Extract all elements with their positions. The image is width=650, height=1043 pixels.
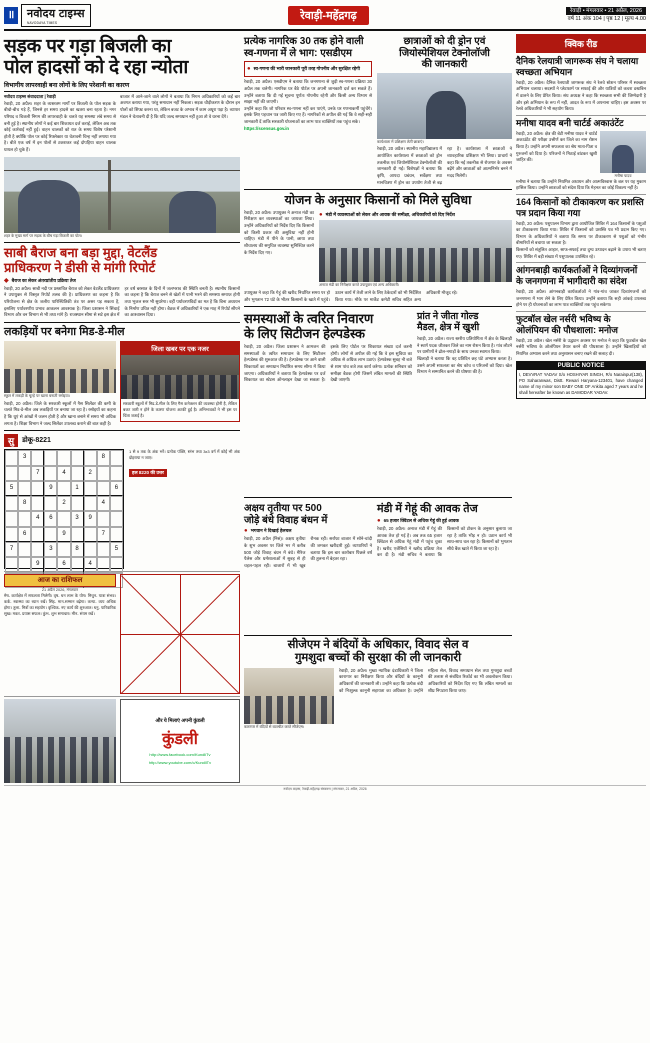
lead-deck: विभागीय लापरवाही बना लोगों के लिए परेशानी का कारण xyxy=(4,80,240,92)
sudoku-cell[interactable]: 9 xyxy=(31,557,44,572)
sudoku-cell[interactable] xyxy=(44,450,57,465)
sudoku-cell[interactable] xyxy=(31,527,44,542)
sudoku-cell[interactable]: 9 xyxy=(84,511,97,526)
bullet-icon: ● xyxy=(319,211,323,218)
midday-text: रेवाड़ी, 20 अप्रैल। जिले के सरकारी स्कूलों में गैस सिलेंडर की कमी के चलते मिड-डे-मील अब लकड़ियों पर बनाया जा रहा है। रसोइयों का कहना है कि धुएं से आंखों में जलन होती है और खाना बनाने में समय भी अधिक लगता है। शिक्षा विभाग ने जल्द सिलेंडर उपलब्ध कराने की बात कही है। xyxy=(4,400,116,426)
photo-figures xyxy=(319,248,512,282)
lead-byline: नवोदय टाइम्स संवाददाता | रेवाड़ी xyxy=(4,93,56,99)
sudoku-cell[interactable] xyxy=(5,527,18,542)
cjm-headline xyxy=(244,639,512,665)
sudoku-cell[interactable] xyxy=(71,450,84,465)
sudoku-cell[interactable]: 6 xyxy=(18,527,31,542)
sudoku-cell[interactable] xyxy=(71,527,84,542)
divider xyxy=(244,306,512,307)
district-sidebar-photo xyxy=(121,355,239,399)
gold-text2: खिलाड़ी ने बताया कि वह प्रतिदिन छह घंटे अभ्यास करता है। उसने अपनी सफलता का श्रेय कोच व परिजनों को दिया। खेल विभाग ने सम्मानित करने की घोषणा की है। xyxy=(417,355,512,375)
sudoku-cell[interactable] xyxy=(57,481,70,496)
mandi-text-1: रेवाड़ी, 20 अप्रैल। अनाज मंडी में गेहूं की आवक तेज हो गई है। अब तक 65 हजार क्विंटल से अधिक गेहूं मंडी में पहुंच चुका है। खरीद एजेंसियों ने खरीद प्रक्रिया तेज कर दी है। xyxy=(377,525,442,558)
drone-text-1: रेवाड़ी, 20 अप्रैल। स्थानीय महाविद्यालय में आयोजित कार्यशाला में छात्राओं को ड्रोन तकनीक एवं जियोस्पेशियल टेक्नोलॉजी की जानकारी दी गई। विशेषज्ञों ने बताया कि कृषि, आपदा प्रबंधन, सर्वेक्षण तथा मानचित्रण में ड्रोन का उपयोग तेजी से बढ़ रहा है। xyxy=(377,146,461,185)
wire-line xyxy=(4,170,240,171)
item2-photo xyxy=(600,131,646,173)
item2-text2: मनीषा ने बताया कि उन्होंने नियमित अध्ययन और आत्मविश्वास के बल पर यह मुकाम हासिल किया। उन्होंने छात्राओं को संदेश दिया कि मेहनत का कोई विकल्प नहीं है। xyxy=(516,178,646,191)
logo-text: नवोदय टाइम्स xyxy=(27,7,85,20)
sudoku-cell[interactable] xyxy=(97,466,110,481)
item3-text: रेवाड़ी, 20 अप्रैल। पशुपालन विभाग द्वारा आयोजित शिविर में 164 किसानों के पशुओं का टीकाकरण किया गया। शिविर में किसानों को प्रशस्ति पत्र भी प्रदान किए गए। विभाग के अधिकारियों ने बताया कि समय पर टीकाकरण से पशुओं को गंभीर बीमारियों से बचाया जा सकता है। xyxy=(516,220,646,246)
column-right xyxy=(516,34,646,783)
place-label: रेवाड़ी xyxy=(570,7,582,14)
sudoku-cell[interactable] xyxy=(71,557,84,572)
item3-headline: 164 किसानों को टीकाकरण कर प्रशस्ति पत्र प्रदान किया गया xyxy=(516,196,644,218)
ad-brand: कुंडली xyxy=(162,730,198,748)
citizen-bullet xyxy=(247,66,369,72)
person-figure xyxy=(18,180,79,233)
divider xyxy=(516,194,646,195)
item5-headline: फुटबॉल खेल नर्सरी भविष्य के ओलंपियन की पौधशाला: मनोज xyxy=(516,314,618,335)
sudoku-cell[interactable]: 7 xyxy=(97,527,110,542)
farmers-bullet xyxy=(319,212,512,218)
farmers-text2: उपायुक्त ने कहा कि गेहूं की खरीद निर्धारित समय पर हो और भुगतान 72 घंटे के भीतर किसानों के खाते में पहुंचे। उठान कार्य में तेजी लाने के लिए ठेकेदारों को भी निर्देशित किया गया। मौके पर मार्केट कमेटी सचिव सहित अन्य अधिकारी मौजूद रहे। xyxy=(244,289,458,302)
vivah-headline xyxy=(244,503,372,526)
sudoku-cell[interactable] xyxy=(5,450,18,465)
person-figure xyxy=(169,191,216,233)
gold-headline-line2: मैडल, क्षेत्र में खुशी xyxy=(417,322,480,334)
sudoku-cell[interactable]: 9 xyxy=(57,527,70,542)
sudoku-cell[interactable]: 4 xyxy=(84,557,97,572)
advert-block[interactable] xyxy=(4,699,240,783)
drone-text xyxy=(377,146,512,186)
bullet-icon: ◆ xyxy=(4,277,9,284)
cjm-headline-line1: सीजेएम ने बंदियों के अधिकार, विवाद सेल व xyxy=(287,639,469,652)
sudoku-cell[interactable] xyxy=(31,481,44,496)
date-line: रेवाड़ी • मंगलवार • 21 अप्रैल, 2026 xyxy=(566,7,646,15)
item2-text: रेवाड़ी, 20 अप्रैल। क्षेत्र की बेटी मनीषा यादव ने चार्टर्ड अकाउंटेंट की परीक्षा उत्तीर्ण कर जिले का नाम रोशन किया है। उन्होंने अपनी सफलता का श्रेय माता-पिता व गुरुजनों को दिया है। परिजनों ने मिठाई बांटकर खुशी जाहिर की। xyxy=(516,130,597,163)
ad-tagline: और ये मिलाएं अपनी कुंडली xyxy=(155,717,205,724)
sudoku-cell[interactable]: 4 xyxy=(97,496,110,511)
citizen-headline-line2: स्व-गणना में ले भाग: एसडीएम xyxy=(244,47,352,59)
saabi-kicker-text: बैराज का लेकर अंतरप्रांतीय प्रक्रिया तेज xyxy=(11,277,76,283)
sudoku-cell[interactable] xyxy=(5,466,18,481)
sudoku-cell[interactable] xyxy=(110,466,123,481)
saabi-text-1: रेवाड़ी, 20 अप्रैल। साबी नदी पर प्रस्तावित बैराज को लेकर वेटलैंड प्राधिकरण ने उपायुक्त से विस्तृत रिपोर्ट तलब की है। प्राधिकरण का कहना है कि परियोजना से क्षेत्र के जलीय पारिस्थितिकी तंत्र पर असर पड़ सकता है, इसलिए पर्यावरणीय प्रभाव आकलन आवश्यक है। जिला प्रशासन ने सिंचाई विभाग और वन विभाग से भी तथ्य मांगे हैं। xyxy=(4,285,120,318)
horoscope-block xyxy=(4,574,240,694)
sudoku-cell[interactable] xyxy=(97,557,110,572)
saabi-kicker xyxy=(4,278,240,284)
sudoku-cell[interactable] xyxy=(31,542,44,557)
sudoku-cell[interactable] xyxy=(44,496,57,511)
sudoku-cell[interactable] xyxy=(110,496,123,511)
column-left xyxy=(4,34,240,783)
lead-text: रेवाड़ी, 20 अप्रैल। शहर के व्यस्ततम मार्गों पर बिजली के पोल सड़क के बीचो-बीच गड़े हैं, जिनसे हर समय हादसे का खतरा बना रहता है। नगर परिषद व बिजली निगम की लापरवाही के चलते यह समस्या लंबे समय से बनी हुई है। स्थानीय लोगों ने कई बार शिकायत दर्ज कराई, लेकिन अब तक कोई कार्रवाई नहीं हुई। वाहन चालकों को रात के समय विशेष परेशानी होती है क्योंकि पोल पर कोई रिफ्लेक्टर या चेतावनी चिन्ह नहीं लगाया गया है। बीते एक वर्ष में इन पोलों से टकराकर कई दोपहिया वाहन चालक घायल हो चुके हैं। xyxy=(4,100,116,153)
lead-text2: बाजार में आने-जाने वाले लोगों ने बताया कि निगम अधिकारियों को कई बार अवगत कराया गया, परंतु समाधान नहीं निकला। सड़क चौड़ीकरण के दौरान इन पोलों को शिफ्ट करना था, लेकिन बजट के अभाव में काम अधूरा पड़ा है। व्यापार मंडल ने चेतावनी दी है कि यदि जल्द समाधान नहीं हुआ तो वे धरना देंगे। xyxy=(120,93,240,119)
drone-caption: कार्यशाला में प्रशिक्षण लेतीं छात्राएं। xyxy=(377,139,424,144)
sudoku-cell[interactable]: 3 xyxy=(44,542,57,557)
mandi-text-2: मंडी सचिव ने बताया कि किसानों को टोकन के अनुसार बुलाया जा रहा है ताकि भीड़ न हो। उठान कार्य भी साथ-साथ चल रहा है। किसानों को भुगतान सीधे बैंक खाते में किया जा रहा है। xyxy=(398,525,512,558)
midday-headline: लकड़ियों पर बनेगा मिड-डे-मील xyxy=(4,326,125,339)
date-label: 21 अप्रैल, 2026 xyxy=(608,7,642,14)
sudoku-cell[interactable] xyxy=(110,450,123,465)
mandi-bullet xyxy=(377,518,512,524)
sudoku-cell[interactable] xyxy=(44,466,57,481)
page-columns xyxy=(4,34,646,783)
sudoku-cell[interactable]: 6 xyxy=(110,481,123,496)
kundli-line xyxy=(180,575,181,693)
column-center xyxy=(244,34,512,783)
mandi-text xyxy=(377,526,512,622)
sudoku-cell[interactable] xyxy=(44,557,57,572)
vivah-headline-line1: अक्षय तृतीया पर 500 xyxy=(244,503,322,515)
divider xyxy=(4,696,240,697)
horoscope-text: मेष- कार्यक्षेत्र में सफलता मिलेगी। वृष- धन लाभ के योग। मिथुन- यात्रा संभव। कर्क- स्वास्थ्य का ध्यान रखें। सिंह- मान-सम्मान बढ़ेगा। कन्या- व्यय अधिक होगा। तुला- मित्रों का सहयोग। वृश्चिक- नए कार्य की शुरुआत। धनु- पारिवारिक सुख। मकर- प्रयास सफल। कुंभ- शुभ समाचार। मीन- संयम रखें। xyxy=(4,593,116,617)
logo-subtext: NAVODAYA TIMES xyxy=(27,20,58,25)
sudoku-cell[interactable] xyxy=(110,527,123,542)
sudoku-cell[interactable] xyxy=(31,450,44,465)
vivah-bullet-text: भगवान ने दिखाई हेलचल xyxy=(250,528,292,534)
farmers-photo xyxy=(319,220,512,282)
sudoku-header xyxy=(4,434,240,447)
farmers-headline: योजन के अनुसार किसानों को मिले सुविधा xyxy=(284,193,472,208)
farmers-bullet-text: मंडी में व्यवस्थाओं को लेकर और आवक की समीक्षा, अधिकारियों को दिए निर्देश xyxy=(325,211,455,217)
item5-text: रेवाड़ी, 20 अप्रैल। खेल नर्सरी के उद्घाटन अवसर पर मनोज ने कहा कि फुटबॉल खेल नर्सरी भविष्य के ओलंपियन तैयार करने की पौधशाला है। उन्होंने खिलाड़ियों को नियमित अभ्यास करने तथा अनुशासन बनाए रखने की सलाह दी। xyxy=(516,337,646,356)
citizen-bullet-box xyxy=(244,61,372,77)
item4-headline: आंगनबाड़ी कार्यकर्ताओं ने दिव्यांगजनों के जनगणना में भागीदारी का संदेश xyxy=(516,265,638,287)
sudoku-cell[interactable] xyxy=(97,481,110,496)
kundli-chart xyxy=(120,574,240,694)
citizen-portal-url[interactable]: https://scensus.gov.in xyxy=(244,125,290,131)
quick-read-title: क्विक रीड xyxy=(516,34,646,53)
mandi-bullet-text: 65 हजार क्विंटल से अधिक गेहूं की हुई आवक xyxy=(383,517,459,523)
india-flag-icon: ॥ xyxy=(4,7,18,24)
sudoku-cell[interactable] xyxy=(110,511,123,526)
sudoku-note: 1 से 9 तक के अंक भरें। प्रत्येक पंक्ति, स्तंभ तथा 3x3 वर्ग में कोई भी अंक दोहराया न जाए। xyxy=(129,449,240,461)
helpdesk-headline-line1: समस्याओं के त्वरित निवारण xyxy=(244,311,374,327)
bullet-icon: ● xyxy=(244,528,248,535)
citizen-text: रेवाड़ी, 20 अप्रैल। एसडीएम ने बताया कि जनगणना से जुड़ी स्व-गणना प्रक्रिया 30 अप्रैल तक चलेगी। नागरिक घर बैठे पोर्टल पर अपनी जानकारी दर्ज कर सकते हैं। उन्होंने बताया कि दी गई सूचना पूर्णतः गोपनीय रहेगी और किसी अन्य विभाग से साझा नहीं की जाएगी। xyxy=(244,79,372,105)
vivah-headline-line2: जोड़े बंधे विवाह बंधन में xyxy=(244,514,328,526)
sudoku-cell[interactable]: 5 xyxy=(5,481,18,496)
sudoku-cell[interactable]: 3 xyxy=(71,511,84,526)
lead-photo xyxy=(4,157,240,233)
divider xyxy=(244,189,512,190)
drone-headline xyxy=(377,36,512,71)
sudoku-cell[interactable] xyxy=(84,527,97,542)
lead-headline-line1: सड़क पर गड़ा बिजली का xyxy=(4,36,172,57)
sudoku-cell[interactable]: 4 xyxy=(31,511,44,526)
vivah-text xyxy=(244,536,372,632)
public-notice-text: I, DEVVRAT YADAV S/o HOSHIYAR SINGH, R/o Narainpur(138), PO Saharanwas, Distt. Rewari Haryana-123401, have changed name of my minor son BABY ONE OF Ankita aged 7 years and he shall hereafter be known as DAMODAR YADAV. xyxy=(519,371,643,395)
sudoku-cell[interactable] xyxy=(84,450,97,465)
divider xyxy=(516,262,646,263)
sudoku-cell[interactable]: 4 xyxy=(57,466,70,481)
public-notice xyxy=(516,361,646,399)
saabi-text-2: राजस्थान सीमा से सटे इस क्षेत्र में हर वर्ष बरसात के दिनों में जलभराव की स्थिति बनती है। स्थानीय किसानों का कहना है कि बैराज बनने से खेतों में पानी भरने की समस्या समाप्त होगी तथा भूजल स्तर भी सुधरेगा। वहीं पर्यावरणविदों का मत है कि बिना अध्ययन के निर्माण उचित नहीं होगा। बैठक में अधिकारियों ने एक माह में रिपोर्ट सौंपने का आश्वासन दिया। xyxy=(69,285,240,318)
sudoku-cell[interactable] xyxy=(18,557,31,572)
divider xyxy=(244,635,512,636)
sudoku-cell[interactable] xyxy=(5,496,18,511)
divider xyxy=(516,311,646,312)
cjm-caption: कारागार में बंदियों से बातचीत करते सीजेएम। xyxy=(244,724,305,729)
cjm-text-2: उन्होंने महिला सेल, विवाद समाधान सेल तथा गुमशुदा बच्चों की तलाश से संबंधित रिकॉर्ड का भी अवलोकन किया। अधिकारियों को निर्देश दिए गए कि लंबित मामलों का शीघ्र निपटारा किया जाए। xyxy=(413,667,512,693)
bullet-icon: ● xyxy=(377,517,381,524)
divider xyxy=(4,242,240,243)
bullet-icon: ● xyxy=(247,66,251,72)
sudoku-cell[interactable] xyxy=(18,542,31,557)
person-figure xyxy=(426,91,467,139)
sudoku-cell[interactable] xyxy=(84,496,97,511)
item4-text: रेवाड़ी, 20 अप्रैल। आंगनबाड़ी कार्यकर्ताओं ने गांव-गांव जाकर दिव्यांगजनों को जनगणना में भाग लेने के लिए प्रेरित किया। उन्होंने बताया कि सही आंकड़े उपलब्ध होने पर ही योजनाओं का लाभ पात्र व्यक्तियों तक पहुंच सकेगा। xyxy=(516,289,646,308)
sudoku-cell[interactable]: 8 xyxy=(97,450,110,465)
drone-headline-line1: छात्राओं को दी ड्रोन एवं xyxy=(403,36,486,47)
helpdesk-headline xyxy=(244,312,412,342)
gold-headline-line1: प्रांत ने जीता गोल्ड xyxy=(417,311,479,323)
sudoku-cell[interactable] xyxy=(97,542,110,557)
sudoku-cell[interactable]: 8 xyxy=(71,542,84,557)
ad-facebook-link[interactable]: http://www.facebook.com/KundliTv xyxy=(149,751,211,757)
lead-headline-line2: पोल हादसों को दे रहा न्योता xyxy=(4,57,189,79)
sudoku-cell[interactable]: 6 xyxy=(44,511,57,526)
district-sidebar-title: जिला खबर पर एक नजर xyxy=(121,342,239,355)
sudoku-cell[interactable]: 5 xyxy=(110,542,123,557)
citizen-text2: उन्होंने कहा कि जो परिवार स्व-गणना नहीं कर पाएंगे, उनके घर गणनाकर्मी पहुंचेंगे। इसके लिए पहचान पत्र जारी किए गए हैं। नागरिकों से अपील की गई कि वे सही-सही जानकारी दें ताकि सरकारी योजनाओं का लाभ पात्र व्यक्तियों तक पहुंच सके। xyxy=(244,105,372,125)
district-sidebar xyxy=(120,341,240,422)
district-sidebar-text: सरकारी स्कूलों में मिड-डे-मील के लिए गैस कनेक्शन की व्यवस्था होनी है, लेकिन बजट जारी न होने के कारण योजना अटकी हुई है। अभिभावकों ने भी इस पर चिंता जताई है। xyxy=(123,400,237,418)
vivah-text-2: बाजारों में भी खूब रौनक रही। सर्राफा बाजार में सोने-चांदी की जमकर खरीदारी हुई। व्यापारियों ने बताया कि इस बार कारोबार पिछले वर्ष की तुलना में बेहतर रहा। xyxy=(273,536,372,568)
sudoku-cell[interactable] xyxy=(71,496,84,511)
gold-text: रेवाड़ी, 20 अप्रैल। राज्य स्तरीय प्रतियोगिता में क्षेत्र के खिलाड़ी ने स्वर्ण पदक जीतकर जिले का नाम रोशन किया है। गांव लौटने पर ग्रामीणों ने ढोल-नगाड़ों के साथ उनका स्वागत किया। xyxy=(417,336,512,355)
sudoku-cell[interactable]: 6 xyxy=(57,557,70,572)
sudoku-cell[interactable]: 2 xyxy=(84,466,97,481)
photo-figures xyxy=(121,375,239,399)
divider xyxy=(516,115,646,116)
helpdesk-text-2: अधिकारियों ने बताया कि हेल्पडेस्क पर दर्ज शिकायत का स्टेटस ऑनलाइन देखा जा सकता है। इसके लिए पोर्टल पर शिकायत संख्या दर्ज करनी होगी। लोगों से अपील की गई कि वे इस सुविधा का अधिक से अधिक लाभ उठाएं। xyxy=(244,344,412,383)
day-label: मंगलवार xyxy=(586,7,604,14)
vivah-bullet xyxy=(244,528,372,534)
drone-text-2: कार्यशाला में छात्राओं ने व्यावहारिक प्रशिक्षण भी लिया। प्राचार्य ने कहा कि नई तकनीक से रोजगार के अवसर बढ़ेंगे और छात्राओं को आत्मनिर्भर बनने में मदद मिलेगी। xyxy=(447,146,512,179)
sudoku-cell[interactable] xyxy=(44,527,57,542)
saabi-headline-line2: प्राधिकरण ने डीसी से मांगी रिपोर्ट xyxy=(4,259,156,275)
horoscope-date: 21 अप्रैल 2026, मंगलवार xyxy=(41,588,79,593)
newspaper-logo xyxy=(21,4,91,27)
sudoku-cell[interactable] xyxy=(5,511,18,526)
mandi-headline: मंडी में गेहूं की आवक तेज xyxy=(377,503,478,516)
sudoku-cell[interactable] xyxy=(18,466,31,481)
page-footer: नवोदय टाइम्स, रेवाड़ी-महेंद्रगढ़ संस्करण | मंगलवार, 21 अप्रैल, 2026 xyxy=(4,785,646,791)
issue-meta: वर्ष 11 अंक 104 | पृष्ठ 12 | मूल्य 4.00 xyxy=(567,16,646,22)
sudoku-cell[interactable] xyxy=(97,511,110,526)
sudoku-cell[interactable] xyxy=(18,511,31,526)
helpdesk-text xyxy=(244,344,412,494)
photo-figures xyxy=(244,696,334,724)
cooking-figures xyxy=(4,369,116,392)
masthead xyxy=(4,3,646,31)
masthead-left xyxy=(4,4,91,27)
advert-photo[interactable] xyxy=(4,699,116,783)
photo-figures xyxy=(4,737,116,783)
cjm-text-1: रेवाड़ी, 20 अप्रैल। मुख्य न्यायिक दंडाधिकारी ने जिला कारागार का निरीक्षण किया और बंदियों के कानूनी अधिकारों की जानकारी ली। उन्होंने कहा कि प्रत्येक बंदी को निःशुल्क कानूनी सहायता का अधिकार है। xyxy=(339,667,423,693)
item1-headline: दैनिक रेलयात्री जागरूक संघ ने चलाया स्वच्छता अभियान xyxy=(516,56,639,77)
item2-caption: मनीषा यादव xyxy=(614,173,632,178)
item2-headline: मनीषा यादव बनी चार्टर्ड अकाउंटेंट xyxy=(516,117,624,128)
sudoku-cell[interactable] xyxy=(84,542,97,557)
lead-photo-caption: शहर के मुख्य मार्ग पर सड़क के बीच गड़ा बिजली का पोल। xyxy=(4,233,83,238)
sudoku-cell[interactable]: 1 xyxy=(71,481,84,496)
sudoku-answer-label: हल 8220 की उत्तर xyxy=(129,469,167,477)
helpdesk-text-3: हेल्पडेस्क सुबह नौ बजे से शाम पांच बजे तक कार्य करेगा। प्रत्येक शनिवार को समीक्षा बैठक होगी जिसमें लंबित मामलों की स्थिति देखी जाएगी। xyxy=(330,357,412,383)
drone-headline-line3: की जानकारी xyxy=(421,59,468,70)
citizen-headline xyxy=(244,36,372,59)
drone-photo xyxy=(377,73,512,139)
divider xyxy=(4,430,240,431)
citizen-bullet-text: स्व-गणना की भारी जानकारी पूरी तरह गोपनीय और सुरक्षित रहेगी xyxy=(253,66,360,71)
lead-headline xyxy=(4,36,240,79)
horoscope-title: आज का राशिफल xyxy=(4,574,116,587)
divider xyxy=(4,322,240,323)
item1-text: रेवाड़ी, 20 अप्रैल। दैनिक रेलयात्री जागरूक संघ ने रेलवे स्टेशन परिसर में स्वच्छता अभियान चलाया। सदस्यों ने प्लेटफार्म पर सफाई की और यात्रियों को कचरा डस्टबिन में डालने के लिए प्रेरित किया। संघ अध्यक्ष ने कहा कि स्वच्छता सभी की जिम्मेदारी है और इसे अभियान के रूप में नहीं, आदत के रूप में अपनाना चाहिए। इस अवसर पर रेलवे अधिकारियों ने भी सहयोग किया। xyxy=(516,79,646,112)
sudoku-cell[interactable]: 3 xyxy=(18,450,31,465)
sudoku-cell[interactable] xyxy=(57,450,70,465)
sudoku-cell[interactable] xyxy=(57,511,70,526)
farmers-text: रेवाड़ी, 20 अप्रैल। उपायुक्त ने अनाज मंडी का निरीक्षण कर व्यवस्थाओं का जायजा लिया। उन्होंने अधिकारियों को निर्देश दिए कि किसानों को किसी प्रकार की असुविधा नहीं होनी चाहिए। मंडी में पीने के पानी, छाया तथा शौचालय की समुचित व्यवस्था सुनिश्चित करने के निर्देश दिए गए। xyxy=(244,209,314,255)
sudoku-cell[interactable]: 7 xyxy=(5,542,18,557)
sudoku-badge: सु xyxy=(4,434,18,447)
sudoku-cell[interactable]: 7 xyxy=(31,466,44,481)
divider xyxy=(244,497,512,498)
saabi-headline xyxy=(4,246,240,276)
sudoku-cell[interactable]: 8 xyxy=(18,496,31,511)
farmers-caption: अनाज मंडी का निरीक्षण करते उपायुक्त एवं अन्य अधिकारी। xyxy=(319,282,400,287)
vivah-text-1: रेवाड़ी, 20 अप्रैल (निसं)। अक्षय तृतीया के शुभ अवसर पर जिले भर में करीब 500 जोड़े विवाह बंधन में बंधे। मैरिज पैलेस और धर्मशालाओं में सुबह से ही चहल-पहल रही। xyxy=(244,536,306,568)
item3-text2: किसानों को संतुलित आहार, साफ-सफाई तथा दुग्ध उत्पादन बढ़ाने के उपाय भी बताए गए। शिविर में बड़ी संख्या में पशुपालक उपस्थित रहे। xyxy=(516,247,646,259)
cjm-photo xyxy=(244,668,334,724)
sudoku-label: डोकू-8221 xyxy=(22,437,51,445)
ad-website-link[interactable]: http://www.youtube.com/c/KundliTv xyxy=(148,759,212,765)
public-notice-title: PUBLIC NOTICE xyxy=(517,362,645,370)
sudoku-cell[interactable] xyxy=(18,481,31,496)
drone-headline-line2: जियोस्पेशियल टेक्नोलॉजी xyxy=(399,47,490,59)
midday-caption: स्कूल में लकड़ी के चूल्हे पर खाना बनाती रसोइया। xyxy=(4,393,71,398)
sudoku-cell[interactable] xyxy=(110,557,123,572)
saabi-text xyxy=(4,286,240,319)
sudoku-cell[interactable]: 2 xyxy=(57,496,70,511)
cjm-text xyxy=(339,668,512,695)
sudoku-grid[interactable] xyxy=(4,449,124,569)
person-figure xyxy=(612,145,634,173)
gold-headline xyxy=(417,312,512,334)
sudoku-cell[interactable] xyxy=(57,542,70,557)
cjm-headline-line2: गुमशुदा बच्चों की सुरक्षा की ली जानकारी xyxy=(294,652,462,665)
masthead-right xyxy=(566,7,646,24)
sudoku-cell[interactable]: 9 xyxy=(44,481,57,496)
helpdesk-text-1: रेवाड़ी, 20 अप्रैल। जिला प्रशासन ने आमजन की समस्याओं के त्वरित समाधान के लिए सिटीजन हेल्पडेस्क की शुरुआत की है। हेल्पडेस्क पर आने वाली शिकायतों का समाधान निर्धारित समय सीमा में किया जाएगा। xyxy=(244,344,326,376)
sudoku-cell[interactable] xyxy=(84,481,97,496)
sudoku-cell[interactable] xyxy=(71,466,84,481)
sudoku-cell[interactable] xyxy=(5,557,18,572)
sudoku-cell[interactable] xyxy=(31,496,44,511)
citizen-headline-line1: प्रत्येक नागरिक 30 तक होने वाली xyxy=(244,36,364,47)
sudoku-block xyxy=(4,434,240,569)
edition-badge: रेवाड़ी-महेंद्रगढ़ xyxy=(288,6,369,25)
kundli-ad[interactable] xyxy=(120,699,240,783)
helpdesk-headline-line2: के लिए सिटीजन हेल्पडेस्क xyxy=(244,326,365,342)
saabi-headline-line1: साबी बैराज बना बड़ा मुद्दा, वेटलैंड xyxy=(4,244,158,260)
midday-photo xyxy=(4,341,116,393)
